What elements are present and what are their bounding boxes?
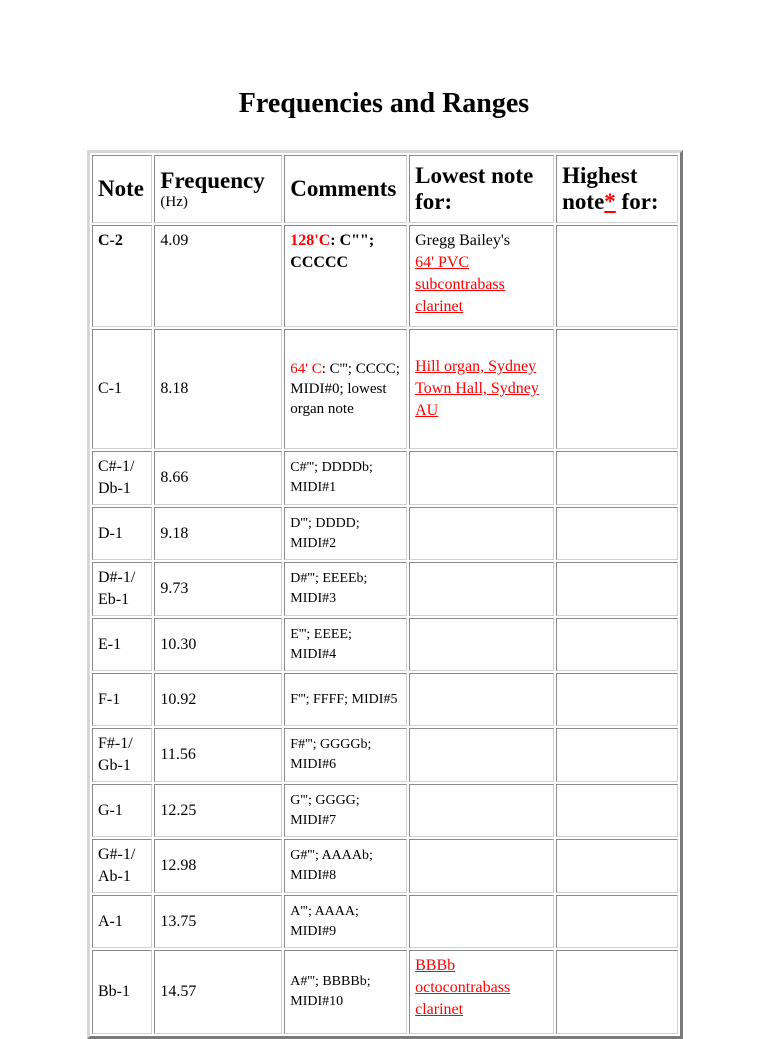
highest-cell xyxy=(556,673,678,726)
lowest-text: Gregg Bailey's xyxy=(415,232,510,249)
note-cell: G#-1/ Ab-1 xyxy=(92,839,152,893)
frequency-cell: 12.98 xyxy=(154,839,282,893)
note-cell: G-1 xyxy=(92,784,152,837)
note-cell: Bb-1 xyxy=(92,950,152,1034)
table-row xyxy=(92,839,678,893)
highest-cell xyxy=(556,225,678,327)
frequency-cell: 9.73 xyxy=(154,562,282,616)
note-cell: C-2 xyxy=(92,225,152,327)
highest-cell xyxy=(556,728,678,782)
comment-cell: D'''; DDDD; MIDI#2 xyxy=(284,507,407,560)
lowest-cell xyxy=(409,950,554,1034)
highest-cell xyxy=(556,618,678,671)
comment-cell: A'''; AAAA; MIDI#9 xyxy=(284,895,407,948)
lowest-cell xyxy=(409,618,554,671)
header-highest-label: Highest note xyxy=(562,163,638,214)
note-cell: D#-1/ Eb-1 xyxy=(92,562,152,616)
highest-cell xyxy=(556,895,678,948)
comment-cell: A#'''; BBBBb; MIDI#10 xyxy=(284,950,407,1034)
table-row xyxy=(92,618,678,671)
table-row xyxy=(92,895,678,948)
frequency-cell: 10.92 xyxy=(154,673,282,726)
comment-red-label: 64' C xyxy=(290,361,322,377)
frequency-cell: 9.18 xyxy=(154,507,282,560)
frequency-cell: 11.56 xyxy=(154,728,282,782)
highest-cell xyxy=(556,784,678,837)
comment-cell: C#'''; DDDDb; MIDI#1 xyxy=(284,451,407,505)
highest-cell xyxy=(556,329,678,449)
lowest-link[interactable]: BBBb octocontrabass clarinet xyxy=(415,957,511,1018)
frequency-cell: 12.25 xyxy=(154,784,282,837)
lowest-cell xyxy=(409,673,554,726)
table-row xyxy=(92,950,678,1034)
comment-text: : C""; CCCCC xyxy=(290,232,375,271)
lowest-cell xyxy=(409,839,554,893)
comment-cell: D#'''; EEEEb; MIDI#3 xyxy=(284,562,407,616)
table-row xyxy=(92,784,678,837)
note-cell: C#-1/ Db-1 xyxy=(92,451,152,505)
header-highest xyxy=(556,155,678,223)
frequency-cell: 8.66 xyxy=(154,451,282,505)
comment-cell: G#'''; AAAAb; MIDI#8 xyxy=(284,839,407,893)
comment-cell xyxy=(284,329,407,449)
lowest-cell xyxy=(409,895,554,948)
frequency-table xyxy=(87,150,683,1039)
lowest-cell xyxy=(409,225,554,327)
table-row xyxy=(92,507,678,560)
highest-footnote-link[interactable]: * xyxy=(604,189,616,214)
header-frequency xyxy=(154,155,282,223)
table-row xyxy=(92,673,678,726)
lowest-link[interactable]: Hill organ, Sydney Town Hall, Sydney AU xyxy=(415,358,539,419)
note-cell: D-1 xyxy=(92,507,152,560)
lowest-cell xyxy=(409,562,554,616)
frequency-cell: 8.18 xyxy=(154,329,282,449)
table-row xyxy=(92,728,678,782)
comment-cell: F#'''; GGGGb; MIDI#6 xyxy=(284,728,407,782)
table-row xyxy=(92,225,678,327)
comment-cell xyxy=(284,225,407,327)
note-cell: C-1 xyxy=(92,329,152,449)
lowest-cell xyxy=(409,784,554,837)
header-comments: Comments xyxy=(284,155,407,223)
table-row xyxy=(92,451,678,505)
header-row xyxy=(92,155,678,223)
comment-cell: G'''; GGGG; MIDI#7 xyxy=(284,784,407,837)
table-row xyxy=(92,562,678,616)
comment-cell: E'''; EEEE; MIDI#4 xyxy=(284,618,407,671)
comment-cell: F'''; FFFF; MIDI#5 xyxy=(284,673,407,726)
note-cell: F-1 xyxy=(92,673,152,726)
table-row xyxy=(92,329,678,449)
note-cell: F#-1/ Gb-1 xyxy=(92,728,152,782)
comment-red-label: 128'C xyxy=(290,232,331,249)
lowest-cell xyxy=(409,507,554,560)
header-lowest: Lowest note for: xyxy=(409,155,554,223)
highest-cell xyxy=(556,451,678,505)
header-frequency-unit: (Hz) xyxy=(160,194,188,210)
frequency-cell: 14.57 xyxy=(154,950,282,1034)
lowest-cell xyxy=(409,728,554,782)
frequency-cell: 10.30 xyxy=(154,618,282,671)
lowest-link[interactable]: 64' PVC subcontrabass clarinet xyxy=(415,254,505,315)
comment-text: : C'''; CCCC; MIDI#0; lowest organ note xyxy=(290,361,400,417)
frequency-cell: 13.75 xyxy=(154,895,282,948)
highest-cell xyxy=(556,839,678,893)
note-cell: A-1 xyxy=(92,895,152,948)
header-note: Note xyxy=(92,155,152,223)
highest-cell xyxy=(556,950,678,1034)
header-highest-suffix: for: xyxy=(615,189,659,214)
page-title: Frequencies and Ranges xyxy=(238,88,530,119)
highest-cell xyxy=(556,562,678,616)
frequency-cell: 4.09 xyxy=(154,225,282,327)
note-cell: E-1 xyxy=(92,618,152,671)
lowest-cell xyxy=(409,451,554,505)
lowest-cell xyxy=(409,329,554,449)
header-frequency-label: Frequency xyxy=(160,168,265,193)
highest-cell xyxy=(556,507,678,560)
